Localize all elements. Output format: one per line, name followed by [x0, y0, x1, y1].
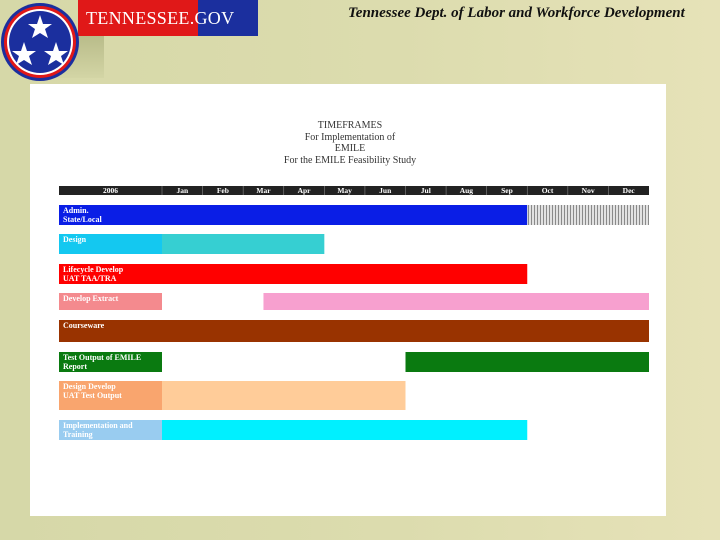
logo-text: TENNESSEE.GOV: [86, 8, 235, 28]
header-bar: [59, 186, 649, 195]
task-bar: [162, 320, 649, 342]
task-label-text: Training: [63, 430, 93, 439]
task-bar: [162, 234, 324, 254]
task-bar: [162, 381, 406, 410]
month-label-nov: Nov: [581, 186, 595, 195]
task-label-text: Report: [63, 362, 87, 371]
month-label-jul: Jul: [420, 186, 431, 195]
gantt-chart: [30, 84, 666, 516]
chart-title-line-3: EMILE: [334, 143, 366, 154]
month-label-mar: Mar: [256, 186, 271, 195]
month-label-oct: Oct: [541, 186, 554, 195]
task-bar: [162, 264, 527, 284]
tennessee-tristar-icon: [0, 2, 82, 84]
task-bar: [263, 293, 649, 310]
month-label-jun: Jun: [379, 186, 392, 195]
chart-title-line-4: For the EMILE Feasibility Study: [283, 154, 417, 166]
month-label-dec: Dec: [622, 186, 635, 195]
month-label-apr: Apr: [297, 186, 311, 195]
slide-title: Tennessee Dept. of Labor and Workforce Development: [348, 5, 685, 21]
task-bar: [162, 205, 527, 225]
task-label-text: Admin.: [63, 206, 89, 215]
month-label-sep: Sep: [501, 186, 513, 195]
task-label-text: Design: [63, 235, 87, 244]
task-label-text: Test Output of EMILE: [63, 353, 142, 362]
task-label-text: Courseware: [63, 321, 105, 330]
task-bar-hatched: [527, 205, 649, 225]
month-label-aug: Aug: [459, 186, 474, 195]
task-label-text: UAT TAA/TRA: [63, 274, 117, 283]
header-year: 2006: [103, 186, 118, 195]
month-label-jan: Jan: [176, 186, 189, 195]
month-label-may: May: [337, 186, 352, 195]
tn-gov-logo[interactable]: [0, 0, 258, 36]
task-label-text: Design Develop: [63, 382, 116, 391]
task-label-text: State/Local: [63, 215, 102, 224]
task-bar: [162, 420, 527, 440]
chart-title-line-1: TIMEFRAMES: [317, 120, 383, 131]
task-bar: [406, 352, 650, 372]
chart-title-line-2: For Implementation of: [304, 131, 396, 143]
task-label-text: Lifecycle Develop: [63, 265, 124, 274]
task-label-text: Develop Extract: [63, 294, 119, 303]
task-label-text: Implementation and: [63, 421, 133, 430]
chart-panel: [30, 84, 666, 516]
task-label-text: UAT Test Output: [63, 391, 122, 400]
month-label-feb: Feb: [216, 186, 229, 195]
